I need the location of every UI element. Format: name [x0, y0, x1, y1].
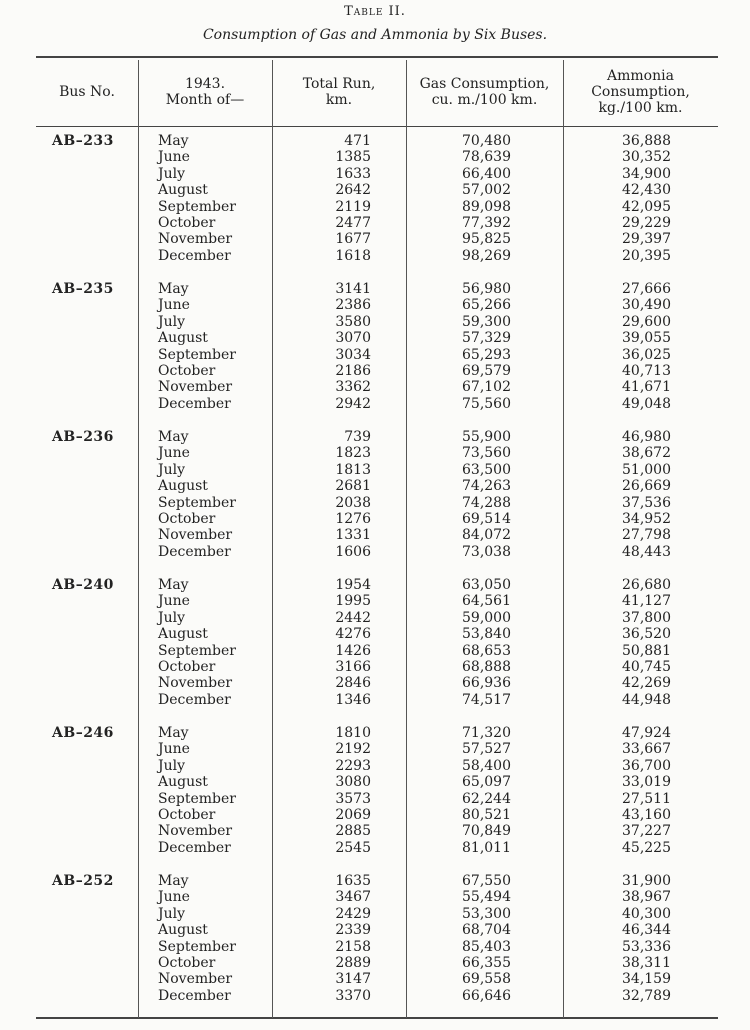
ammonia-consumption-cell: 29,397 — [622, 231, 671, 248]
month-cell: August — [158, 182, 208, 199]
ammonia-consumption-cell: 38,967 — [622, 889, 671, 906]
table-row — [36, 922, 718, 938]
total-run-cell: 3573 — [335, 790, 371, 807]
table-row — [36, 231, 718, 247]
gas-consumption-cell: 69,579 — [462, 363, 511, 379]
month-cell: May — [158, 133, 189, 149]
table-row — [36, 659, 718, 675]
table-row — [36, 347, 718, 363]
total-run-cell: 1810 — [335, 725, 371, 741]
ammonia-consumption-cell: 43,160 — [622, 807, 671, 823]
gas-consumption-cell: 68,653 — [462, 642, 511, 659]
total-run-cell: 1813 — [335, 461, 371, 478]
table-row — [36, 955, 718, 971]
total-run-cell: 2429 — [335, 905, 371, 922]
total-run-cell: 4276 — [335, 626, 371, 643]
total-run-cell: 739 — [344, 429, 371, 445]
ammonia-consumption-cell: 33,019 — [622, 774, 671, 791]
table-row — [36, 379, 718, 395]
header-month — [138, 60, 272, 124]
table-row — [36, 495, 718, 511]
month-cell: July — [158, 165, 186, 182]
month-cell: October — [158, 363, 216, 379]
total-run-cell: 2942 — [335, 395, 371, 412]
ammonia-consumption-cell: 41,671 — [622, 379, 671, 396]
total-run-cell: 471 — [344, 133, 371, 149]
ammonia-consumption-cell: 50,881 — [622, 642, 671, 659]
ammonia-consumption-cell: 30,352 — [622, 149, 671, 166]
gas-consumption-cell: 77,392 — [462, 215, 511, 231]
ammonia-consumption-cell: 38,311 — [622, 955, 671, 971]
total-run-cell: 1995 — [335, 593, 371, 610]
month-cell: November — [158, 823, 233, 840]
table-row — [36, 758, 718, 774]
month-cell: June — [158, 593, 190, 610]
total-run-cell: 3080 — [335, 774, 371, 791]
ammonia-consumption-cell: 29,229 — [622, 215, 671, 231]
total-run-cell: 2069 — [335, 807, 371, 823]
table-row — [36, 643, 718, 659]
month-cell: December — [158, 543, 231, 560]
header-gas-consumption — [406, 60, 563, 124]
month-cell: August — [158, 626, 208, 643]
gas-consumption-cell: 63,050 — [462, 577, 511, 593]
gas-consumption-cell: 65,293 — [462, 346, 511, 363]
month-cell: May — [158, 577, 189, 593]
header-text: Consumption, — [591, 84, 690, 100]
month-cell: May — [158, 873, 189, 889]
gas-consumption-cell: 70,849 — [462, 823, 511, 840]
month-cell: August — [158, 922, 208, 939]
gas-consumption-cell: 63,500 — [462, 461, 511, 478]
bus-number: AB–246 — [52, 725, 114, 741]
table-row — [36, 527, 718, 543]
bus-number: AB–235 — [52, 281, 114, 297]
month-cell: November — [158, 971, 233, 988]
ammonia-consumption-cell: 30,490 — [622, 297, 671, 314]
table-row — [36, 840, 718, 856]
ammonia-consumption-cell: 26,669 — [622, 478, 671, 495]
month-cell: December — [158, 691, 231, 708]
table-row — [36, 445, 718, 461]
month-cell: September — [158, 938, 236, 955]
table-title: Table II. — [344, 4, 406, 19]
gas-consumption-cell: 69,558 — [462, 971, 511, 988]
month-cell: September — [158, 198, 236, 215]
month-cell: May — [158, 725, 189, 741]
table-row — [36, 149, 718, 165]
ammonia-consumption-cell: 45,225 — [622, 839, 671, 856]
gas-consumption-cell: 89,098 — [462, 198, 511, 215]
table-row — [36, 873, 718, 889]
table-caption: Consumption of Gas and Ammonia by Six Buses. — [202, 27, 548, 43]
gas-consumption-cell: 73,038 — [462, 543, 511, 560]
table-row — [36, 577, 718, 593]
ammonia-consumption-cell: 36,520 — [622, 626, 671, 643]
gas-consumption-cell: 78,639 — [462, 149, 511, 166]
gas-consumption-cell: 64,561 — [462, 593, 511, 610]
month-cell: July — [158, 609, 186, 626]
header-bus-no — [36, 60, 138, 124]
table-row — [36, 330, 718, 346]
month-cell: December — [158, 395, 231, 412]
ammonia-consumption-cell: 41,127 — [622, 593, 671, 610]
ammonia-consumption-cell: 34,900 — [622, 165, 671, 182]
month-cell: June — [158, 297, 190, 314]
total-run-cell: 2038 — [335, 494, 371, 511]
gas-consumption-cell: 56,980 — [462, 281, 511, 297]
total-run-cell: 2885 — [335, 823, 371, 840]
month-cell: July — [158, 313, 186, 330]
table-row — [36, 593, 718, 609]
gas-consumption-cell: 59,300 — [462, 313, 511, 330]
top-rule — [36, 56, 718, 58]
gas-consumption-cell: 74,517 — [462, 691, 511, 708]
ammonia-consumption-cell: 44,948 — [622, 691, 671, 708]
gas-consumption-cell: 70,480 — [462, 133, 511, 149]
table-row — [36, 511, 718, 527]
ammonia-consumption-cell: 29,600 — [622, 313, 671, 330]
header-text: km. — [325, 92, 353, 108]
gas-consumption-cell: 62,244 — [462, 790, 511, 807]
ammonia-consumption-cell: 20,395 — [622, 247, 671, 264]
total-run-cell: 3147 — [335, 971, 371, 988]
total-run-cell: 2119 — [335, 198, 371, 215]
ammonia-consumption-cell: 27,666 — [622, 281, 671, 297]
ammonia-consumption-cell: 42,430 — [622, 182, 671, 199]
month-cell: October — [158, 955, 216, 971]
total-run-cell: 1823 — [335, 445, 371, 462]
month-cell: September — [158, 790, 236, 807]
table-row — [36, 215, 718, 231]
bus-number: AB–240 — [52, 577, 114, 593]
total-run-cell: 1635 — [335, 873, 371, 889]
month-cell: August — [158, 478, 208, 495]
month-cell: November — [158, 231, 233, 248]
month-cell: July — [158, 461, 186, 478]
header-text: Bus No. — [59, 84, 115, 100]
gas-consumption-cell: 53,840 — [462, 626, 511, 643]
month-cell: August — [158, 774, 208, 791]
total-run-cell: 2642 — [335, 182, 371, 199]
gas-consumption-cell: 57,527 — [462, 741, 511, 758]
total-run-cell: 3141 — [335, 281, 371, 297]
gas-consumption-cell: 81,011 — [462, 839, 511, 856]
ammonia-consumption-cell: 40,300 — [622, 905, 671, 922]
header-text: cu. m./100 km. — [431, 92, 538, 108]
month-cell: October — [158, 511, 216, 527]
table-row — [36, 182, 718, 198]
month-cell: June — [158, 889, 190, 906]
total-run-cell: 3070 — [335, 330, 371, 347]
total-run-cell: 1633 — [335, 165, 371, 182]
gas-consumption-cell: 98,269 — [462, 247, 511, 264]
month-cell: May — [158, 429, 189, 445]
ammonia-consumption-cell: 34,952 — [622, 511, 671, 527]
table-row — [36, 971, 718, 987]
total-run-cell: 3580 — [335, 313, 371, 330]
month-cell: June — [158, 741, 190, 758]
gas-consumption-cell: 66,646 — [462, 987, 511, 1004]
total-run-cell: 1426 — [335, 642, 371, 659]
ammonia-consumption-cell: 40,745 — [622, 659, 671, 675]
month-cell: July — [158, 905, 186, 922]
bus-number: AB–233 — [52, 133, 114, 149]
ammonia-consumption-cell: 32,789 — [622, 987, 671, 1004]
table-row — [36, 791, 718, 807]
ammonia-consumption-cell: 27,798 — [622, 527, 671, 544]
gas-consumption-cell: 55,494 — [462, 889, 511, 906]
gas-consumption-cell: 74,288 — [462, 494, 511, 511]
month-cell: November — [158, 675, 233, 692]
table-row — [36, 429, 718, 445]
ammonia-consumption-cell: 34,159 — [622, 971, 671, 988]
total-run-cell: 1618 — [335, 247, 371, 264]
table-row — [36, 692, 718, 708]
table-row — [36, 199, 718, 215]
header-text: 1943. — [184, 76, 226, 92]
total-run-cell: 2386 — [335, 297, 371, 314]
gas-consumption-cell: 74,263 — [462, 478, 511, 495]
gas-consumption-cell: 58,400 — [462, 757, 511, 774]
total-run-cell: 2158 — [335, 938, 371, 955]
gas-consumption-cell: 55,900 — [462, 429, 511, 445]
gas-consumption-cell: 95,825 — [462, 231, 511, 248]
month-cell: August — [158, 330, 208, 347]
table-row — [36, 396, 718, 412]
table-row — [36, 166, 718, 182]
total-run-cell: 1331 — [335, 527, 371, 544]
table-row — [36, 774, 718, 790]
month-cell: October — [158, 215, 216, 231]
table-row — [36, 281, 718, 297]
total-run-cell: 2293 — [335, 757, 371, 774]
gas-consumption-cell: 67,550 — [462, 873, 511, 889]
table-row — [36, 807, 718, 823]
total-run-cell: 3467 — [335, 889, 371, 906]
ammonia-consumption-cell: 46,980 — [622, 429, 671, 445]
bus-number: AB–236 — [52, 429, 114, 445]
table-row — [36, 626, 718, 642]
ammonia-consumption-cell: 31,900 — [622, 873, 671, 889]
gas-consumption-cell: 65,266 — [462, 297, 511, 314]
month-cell: July — [158, 757, 186, 774]
gas-consumption-cell: 73,560 — [462, 445, 511, 462]
table-row — [36, 478, 718, 494]
total-run-cell: 2846 — [335, 675, 371, 692]
total-run-cell: 2186 — [335, 363, 371, 379]
ammonia-consumption-cell: 27,511 — [622, 790, 671, 807]
header-text: kg./100 km. — [598, 100, 683, 116]
month-cell: December — [158, 987, 231, 1004]
gas-consumption-cell: 66,355 — [462, 955, 511, 971]
month-cell: October — [158, 807, 216, 823]
total-run-cell: 1346 — [335, 691, 371, 708]
month-cell: September — [158, 346, 236, 363]
total-run-cell: 2442 — [335, 609, 371, 626]
month-cell: October — [158, 659, 216, 675]
gas-consumption-cell: 84,072 — [462, 527, 511, 544]
ammonia-consumption-cell: 26,680 — [622, 577, 671, 593]
table-row — [36, 462, 718, 478]
total-run-cell: 1606 — [335, 543, 371, 560]
total-run-cell: 1385 — [335, 149, 371, 166]
ammonia-consumption-cell: 37,536 — [622, 494, 671, 511]
ammonia-consumption-cell: 53,336 — [622, 938, 671, 955]
gas-consumption-cell: 57,002 — [462, 182, 511, 199]
ammonia-consumption-cell: 36,700 — [622, 757, 671, 774]
table-row — [36, 248, 718, 264]
ammonia-consumption-cell: 49,048 — [622, 395, 671, 412]
table-row — [36, 741, 718, 757]
total-run-cell: 3362 — [335, 379, 371, 396]
header-text: Ammonia — [607, 68, 674, 84]
total-run-cell: 2681 — [335, 478, 371, 495]
total-run-cell: 2545 — [335, 839, 371, 856]
month-cell: May — [158, 281, 189, 297]
header-total-run — [272, 60, 406, 124]
header-text: Month of— — [165, 92, 245, 108]
ammonia-consumption-cell: 47,924 — [622, 725, 671, 741]
gas-consumption-cell: 75,560 — [462, 395, 511, 412]
table-row — [36, 544, 718, 560]
total-run-cell: 3034 — [335, 346, 371, 363]
ammonia-consumption-cell: 48,443 — [622, 543, 671, 560]
bus-number: AB–252 — [52, 873, 114, 889]
month-cell: December — [158, 839, 231, 856]
total-run-cell: 1954 — [335, 577, 371, 593]
table-row — [36, 610, 718, 626]
ammonia-consumption-cell: 33,667 — [622, 741, 671, 758]
month-cell: November — [158, 527, 233, 544]
ammonia-consumption-cell: 39,055 — [622, 330, 671, 347]
month-cell: September — [158, 642, 236, 659]
header-ammonia-consumption — [563, 60, 718, 124]
gas-consumption-cell: 59,000 — [462, 609, 511, 626]
header-text: Total Run, — [302, 76, 376, 92]
table-row — [36, 939, 718, 955]
gas-consumption-cell: 53,300 — [462, 905, 511, 922]
gas-consumption-cell: 66,400 — [462, 165, 511, 182]
ammonia-consumption-cell: 37,800 — [622, 609, 671, 626]
month-cell: June — [158, 445, 190, 462]
ammonia-consumption-cell: 51,000 — [622, 461, 671, 478]
gas-consumption-cell: 68,888 — [462, 659, 511, 675]
gas-consumption-cell: 65,097 — [462, 774, 511, 791]
month-cell: November — [158, 379, 233, 396]
total-run-cell: 2339 — [335, 922, 371, 939]
gas-consumption-cell: 67,102 — [462, 379, 511, 396]
ammonia-consumption-cell: 36,888 — [622, 133, 671, 149]
ammonia-consumption-cell: 38,672 — [622, 445, 671, 462]
ammonia-consumption-cell: 40,713 — [622, 363, 671, 379]
total-run-cell: 3166 — [335, 659, 371, 675]
ammonia-consumption-cell: 36,025 — [622, 346, 671, 363]
total-run-cell: 1677 — [335, 231, 371, 248]
gas-consumption-cell: 71,320 — [462, 725, 511, 741]
ammonia-consumption-cell: 42,269 — [622, 675, 671, 692]
table-row — [36, 725, 718, 741]
gas-consumption-cell: 80,521 — [462, 807, 511, 823]
table-row — [36, 988, 718, 1004]
gas-consumption-cell: 69,514 — [462, 511, 511, 527]
gas-consumption-cell: 68,704 — [462, 922, 511, 939]
month-cell: June — [158, 149, 190, 166]
gas-consumption-cell: 66,936 — [462, 675, 511, 692]
ammonia-consumption-cell: 46,344 — [622, 922, 671, 939]
gas-consumption-cell: 85,403 — [462, 938, 511, 955]
table-row — [36, 675, 718, 691]
table-row — [36, 133, 718, 149]
table-row — [36, 906, 718, 922]
ammonia-consumption-cell: 37,227 — [622, 823, 671, 840]
table-row — [36, 314, 718, 330]
month-cell: September — [158, 494, 236, 511]
header-text: Gas Consumption, — [419, 76, 550, 92]
total-run-cell: 3370 — [335, 987, 371, 1004]
total-run-cell: 2192 — [335, 741, 371, 758]
gas-consumption-cell: 57,329 — [462, 330, 511, 347]
table-row — [36, 363, 718, 379]
table-row — [36, 823, 718, 839]
total-run-cell: 2889 — [335, 955, 371, 971]
table-row — [36, 889, 718, 905]
total-run-cell: 2477 — [335, 215, 371, 231]
ammonia-consumption-cell: 42,095 — [622, 198, 671, 215]
table-row — [36, 297, 718, 313]
month-cell: December — [158, 247, 231, 264]
total-run-cell: 1276 — [335, 511, 371, 527]
